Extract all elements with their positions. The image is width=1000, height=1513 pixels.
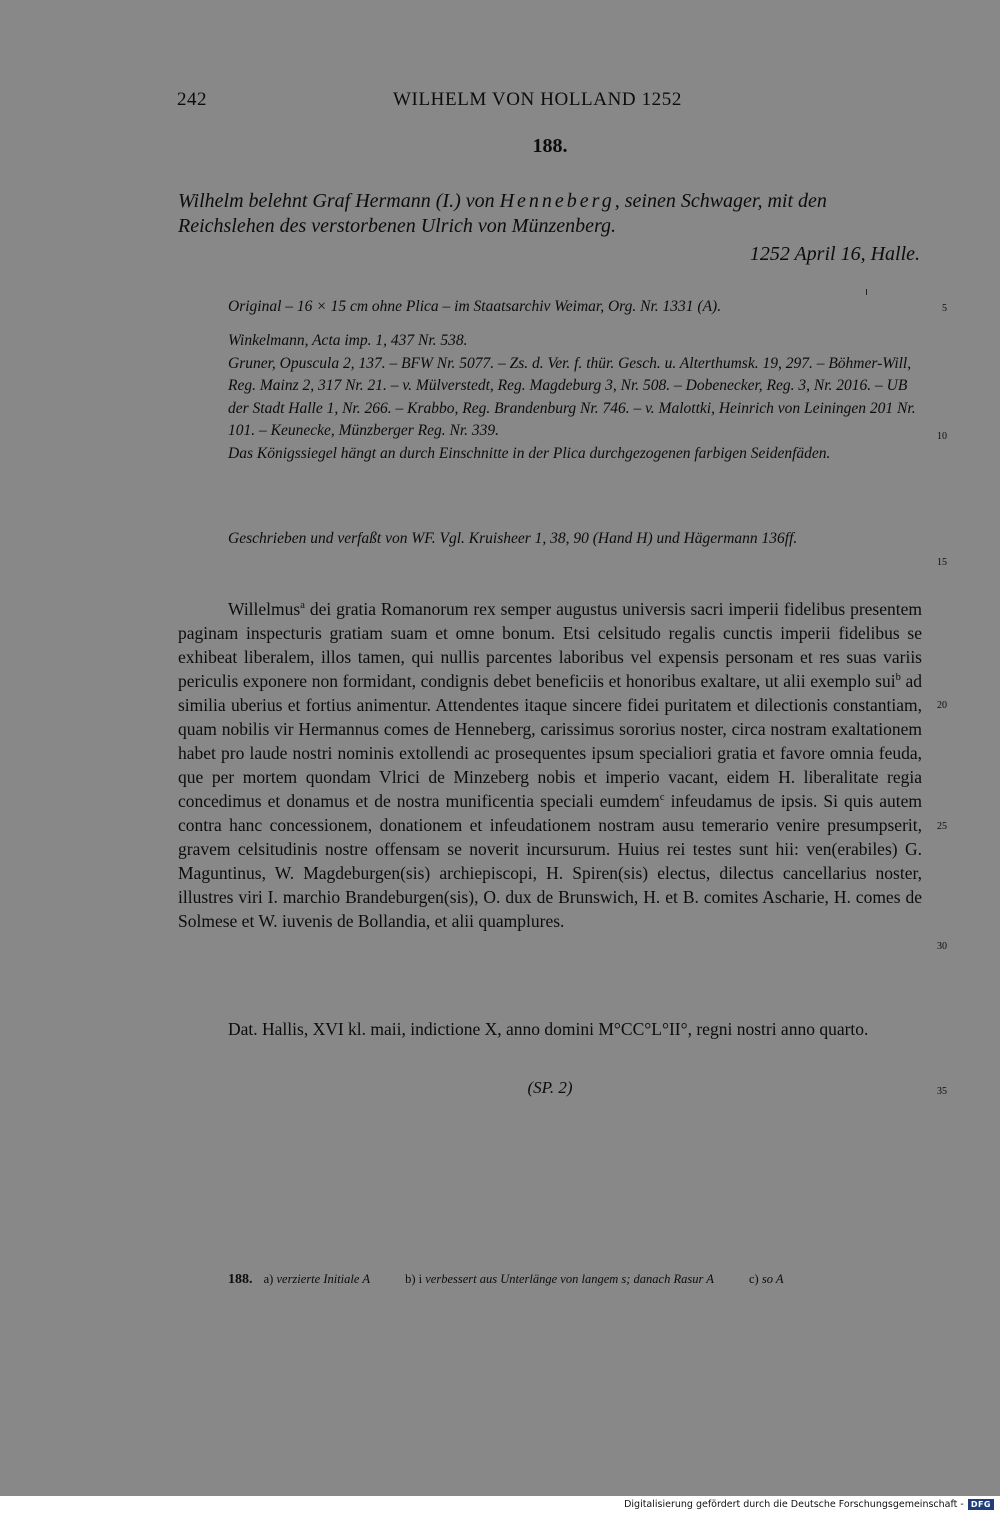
credit-text: Digitalisierung gefördert durch die Deutsche Forschungsgemeinschaft -: [624, 1499, 964, 1510]
dating-text: Dat. Hallis, XVI kl. maii, indictione X, anno domini M°CC°L°II°, regni nostri anno quarto.: [228, 1019, 869, 1039]
footnote-lemma: i: [418, 1272, 423, 1286]
apparatus-scribe: [228, 528, 922, 551]
line-number: 15: [937, 557, 947, 568]
line-number: 30: [937, 941, 947, 952]
footnote-doc-number: 188.: [228, 1272, 253, 1287]
footnote-text: so A: [761, 1272, 784, 1286]
text-segment: Willelmus: [228, 599, 301, 619]
footnote-key: c): [749, 1272, 759, 1286]
line-number: 5: [942, 303, 947, 314]
text-segment: dei gratia Romanorum rex semper augustus universis sacri imperii fidelibus presentem paginam inspecturis gratiam suam et omne bonum. Etsi celsitudo regalis cunctis imperii fidelibus se exhibeat liberalem, illos tamen, qui nullis parcentes laboribus vel expensis personam et res suas variis periculis exponere non formidant, condignis debet beneficiis et honoribus exaltare, ut alii exemplo sui: [178, 599, 922, 691]
scribe-note: Geschrieben und verfaßt von WF. Vgl. Kruisheer 1, 38, 90 (Hand H) und Hägermann 136ff.: [228, 530, 798, 547]
seal-note: Das Königssiegel hängt an durch Einschnitte in der Plica durchgezogenen farbigen Seidenfäden.: [228, 444, 831, 462]
footnote-key: b): [405, 1272, 416, 1286]
footnote-text: verzierte Initiale A: [276, 1272, 370, 1286]
line-number: 20: [937, 700, 947, 711]
footnotes: [228, 1272, 922, 1288]
editions-note: Winkelmann, Acta imp. 1, 437 Nr. 538.: [228, 332, 468, 349]
footnote-b: [405, 1272, 714, 1286]
footnote-ref-c: c: [659, 792, 665, 803]
footnote-ref-a: a: [300, 600, 305, 611]
charter-text: [178, 597, 922, 933]
digitization-credit: [624, 1499, 994, 1510]
running-title: WILHELM VON HOLLAND 1252: [393, 89, 682, 110]
footnote-c: [749, 1272, 784, 1286]
original-note: Original – 16 × 15 cm ohne Plica – im Staatsarchiv Weimar, Org. Nr. 1331 (A).: [228, 298, 722, 315]
footnote-text: verbessert aus Unterlänge von langem s; danach Rasur A: [425, 1272, 714, 1286]
page-number: 242: [177, 89, 207, 110]
regesta-note: Gruner, Opuscula 2, 137. – BFW Nr. 5077. – Zs. d. Ver. f. thür. Gesch. u. Alterthumsk. 19, 297. – Böhmer-Will, Reg. Mainz 2, 317 Nr. 21. – v. Mülverstedt, Reg. Magdeburg 3, Nr. 508. – Dobenecker, Reg. 3, Nr. 2016. – UB der Stadt Halle 1, Nr. 266. – Krabbo, Reg. Brandenburg Nr. 746. – v. Malottki, Heinrich von Leiningen 201 Nr. 101. – Keunecke, Münzberger Reg. Nr. 339.: [228, 354, 916, 439]
regest-end: , seinen Schwager, mit den Reichslehen des verstorbenen Ulrich von Münzenberg.: [178, 190, 827, 237]
line-number: 25: [937, 821, 947, 832]
line-number: 10: [937, 431, 947, 442]
date-place: 1252 April 16, Halle.: [749, 243, 920, 265]
apparatus-literature: [228, 330, 922, 465]
text-segment: ad similia uberius et fortius animentur. Attendentes itaque sincere fidei puritatem et dilectionis constantiam, quam nobilis vir Hermannus comes de Henneberg, carissimus sororius noster, circa nostram exaltationem habet pro laude nostri nominis extollendi ac prosequentes ipsum specialiori gratia et favore omnia feuda, que per mortem quondam Vlrici de Minzeberg nobis et imperio vacant, eidem H. liberalitate regia concedimus et donamus et de nostra munificentia speciali eumdem: [178, 671, 922, 811]
line-number: 35: [937, 1086, 947, 1097]
footnote-a: [264, 1272, 370, 1286]
dating-clause: [178, 1017, 922, 1041]
regest-name: Henneberg: [499, 190, 615, 212]
dfg-logo: DFG: [968, 1499, 994, 1510]
text-segment: infeudamus de ipsis. Si quis autem contra hanc concessionem, donationem et infeudationem nostram ausu temerario venire presumpserit, gravem celsitudinis nostre offensam se noverit incursurum. Huius rei testes sunt hii: ven(erabiles) G. Maguntinus, W. Magdeburgen(sis) archiepiscopi, H. Spiren(sis) electus, dilectus cancellarius noster, illustres viri I. marchio Brandeburgen(sis), O. dux de Brunswich, H. et B. comites Ascharie, H. comes de Solmese et W. iuvenis de Bollandia, et alii quamplures.: [178, 791, 923, 931]
footnote-ref-b: b: [895, 672, 901, 683]
regest: [178, 189, 922, 239]
charter-paragraph: [178, 597, 922, 933]
margin-tick: [866, 289, 867, 295]
regest-start: Wilhelm belehnt Graf Hermann (I.) von: [178, 190, 500, 212]
footnote-key: a): [263, 1272, 274, 1286]
apparatus-original: [228, 296, 922, 319]
document-number: 188.: [532, 135, 568, 157]
sp-reference: (SP. 2): [527, 1078, 573, 1097]
